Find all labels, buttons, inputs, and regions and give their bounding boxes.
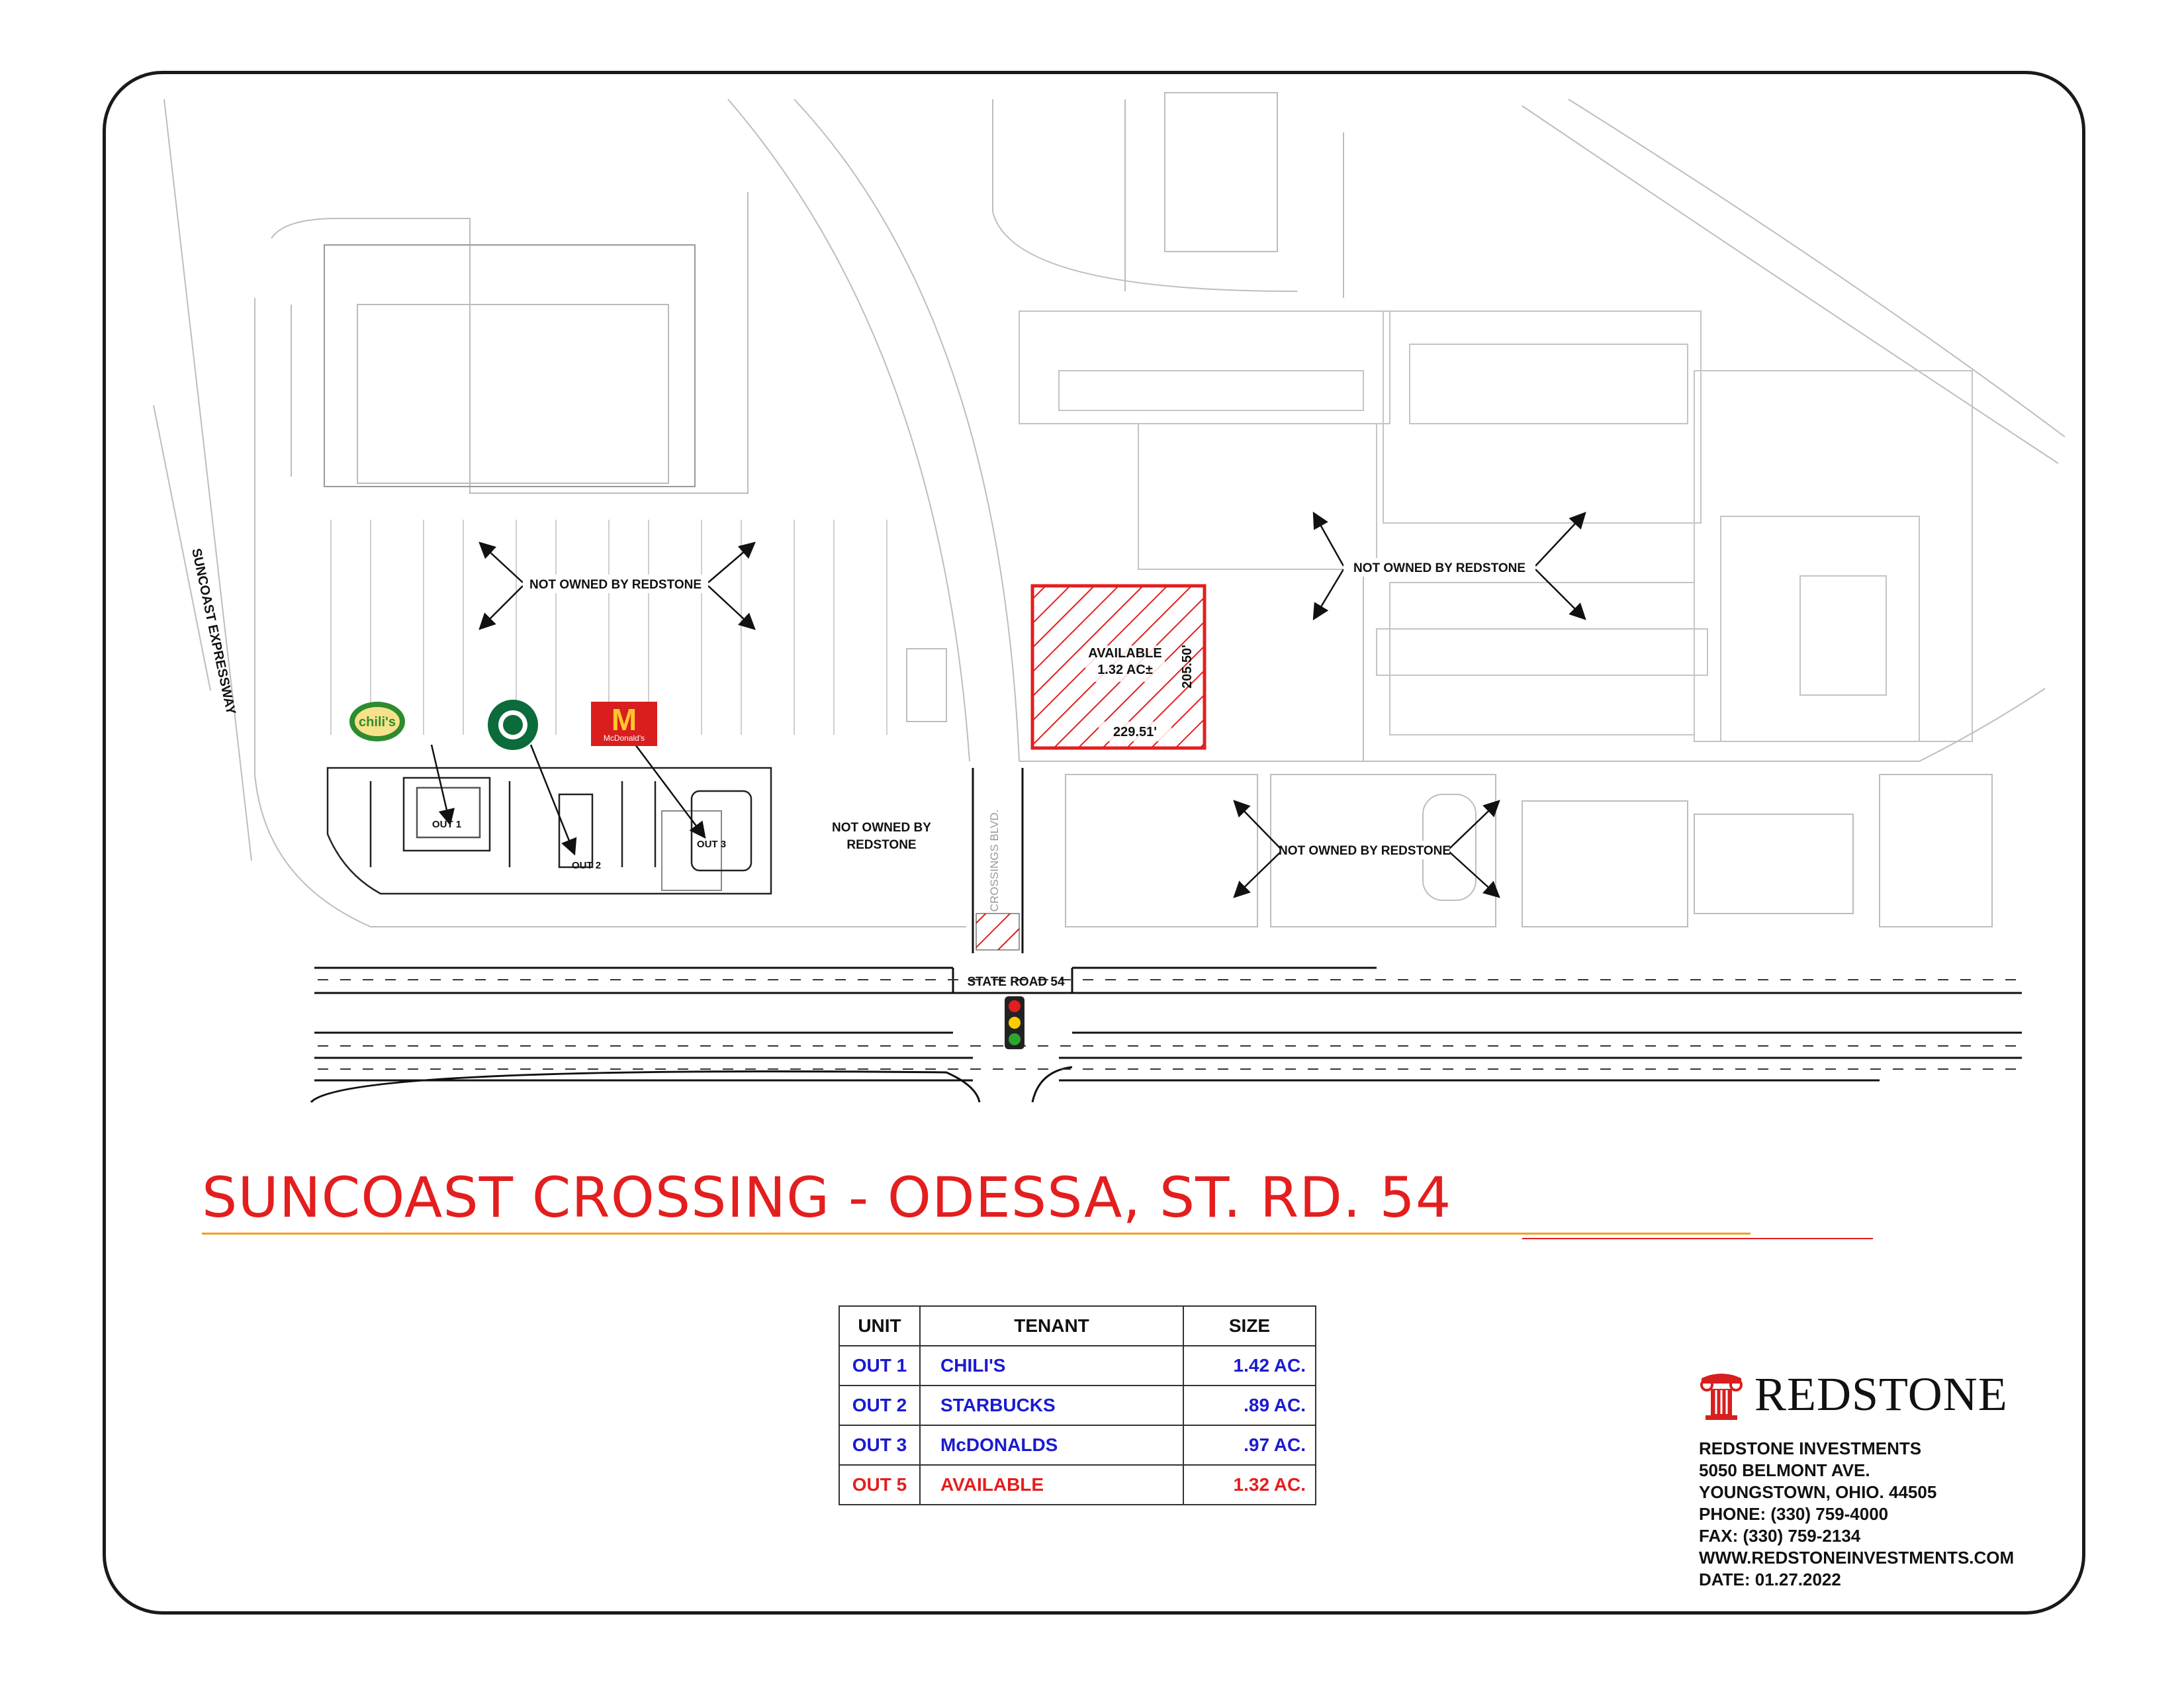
not-owned-label-east: NOT OWNED BY REDSTONE xyxy=(1353,561,1526,575)
base-linework xyxy=(154,93,2065,927)
table-row xyxy=(839,1386,1316,1425)
out3-label: OUT 3 xyxy=(696,839,727,850)
size-cell: 1.32 AC. xyxy=(1183,1465,1316,1505)
size-column-header: SIZE xyxy=(1183,1306,1316,1346)
tenant-cell: CHILI'S xyxy=(920,1346,1183,1386)
size-cell: .89 AC. xyxy=(1183,1386,1316,1425)
crossings-blvd-label: CROSSINGS BLVD. xyxy=(988,809,1001,912)
parcel-width-dimension: 229.51' xyxy=(1113,725,1157,739)
chilis-logo xyxy=(349,702,405,741)
website-link[interactable]: WWW.REDSTONEINVESTMENTS.COM xyxy=(1699,1548,2015,1568)
contact-block xyxy=(1699,1438,2014,1591)
table-row xyxy=(839,1425,1316,1465)
not-owned-label-west: NOT OWNED BY REDSTONE xyxy=(529,578,702,592)
unit-cell: OUT 5 xyxy=(839,1465,920,1505)
unit-cell: OUT 3 xyxy=(839,1425,920,1465)
suncoast-expressway-label: SUNCOAST EXPRESSWAY xyxy=(189,547,238,716)
address-line-2: YOUNGSTOWN, OHIO. 44505 xyxy=(1699,1482,1937,1502)
crosswalk xyxy=(976,914,1019,950)
parcel-depth-dimension: 205.50' xyxy=(1180,645,1195,688)
roads xyxy=(311,768,2022,1102)
size-cell: 1.42 AC. xyxy=(1183,1346,1316,1386)
svg-text:McDonald's: McDonald's xyxy=(603,733,645,743)
tenant-cell: McDONALDS xyxy=(920,1425,1183,1465)
size-cell: .97 AC. xyxy=(1183,1425,1316,1465)
traffic-signal-icon xyxy=(1005,996,1024,1049)
company-name: REDSTONE INVESTMENTS xyxy=(1699,1438,1922,1458)
title-underline-accent xyxy=(1522,1238,1873,1239)
parcel-label: AVAILABLE xyxy=(1088,646,1162,661)
fax: FAX: (330) 759-2134 xyxy=(1699,1526,1861,1546)
unit-cell: OUT 2 xyxy=(839,1386,920,1425)
starbucks-logo xyxy=(488,700,538,750)
outparcel-linework xyxy=(328,768,771,894)
unit-column-header: UNIT xyxy=(839,1306,920,1346)
parcel-acreage: 1.32 AC± xyxy=(1097,663,1153,677)
tenant-column-header: TENANT xyxy=(920,1306,1183,1346)
out1-label: OUT 1 xyxy=(432,819,462,830)
table-row xyxy=(839,1465,1316,1505)
mcdonalds-logo xyxy=(591,702,657,746)
available-parcel[interactable] xyxy=(1032,586,1205,748)
phone: PHONE: (330) 759-4000 xyxy=(1699,1504,1889,1524)
redstone-brand xyxy=(1698,1367,2008,1422)
brand-name: REDSTONE xyxy=(1754,1368,2008,1421)
svg-text:chili's: chili's xyxy=(359,715,396,729)
not-owned-label-south: NOT OWNED BY REDSTONE xyxy=(1278,844,1451,858)
not-owned-label-center-line1: NOT OWNED BY xyxy=(832,821,931,835)
page-title: SUNCOAST CROSSING - ODESSA, ST. RD. 54 xyxy=(202,1165,1452,1230)
out2-label: OUT 2 xyxy=(571,860,602,871)
unit-cell: OUT 1 xyxy=(839,1346,920,1386)
svg-text:M: M xyxy=(611,702,637,737)
address-line-1: 5050 BELMONT AVE. xyxy=(1699,1460,1870,1480)
redstone-column-icon xyxy=(1698,1369,1745,1421)
tenant-cell: STARBUCKS xyxy=(920,1386,1183,1425)
tenant-table-header xyxy=(839,1306,1316,1346)
not-owned-label-center-line2: REDSTONE xyxy=(846,838,917,852)
state-road-54-label: STATE ROAD 54 xyxy=(967,975,1065,989)
title-underline xyxy=(202,1233,1751,1235)
table-row xyxy=(839,1346,1316,1386)
tenant-table xyxy=(839,1305,1316,1505)
date: DATE: 01.27.2022 xyxy=(1699,1570,1841,1589)
tenant-cell: AVAILABLE xyxy=(920,1465,1183,1505)
